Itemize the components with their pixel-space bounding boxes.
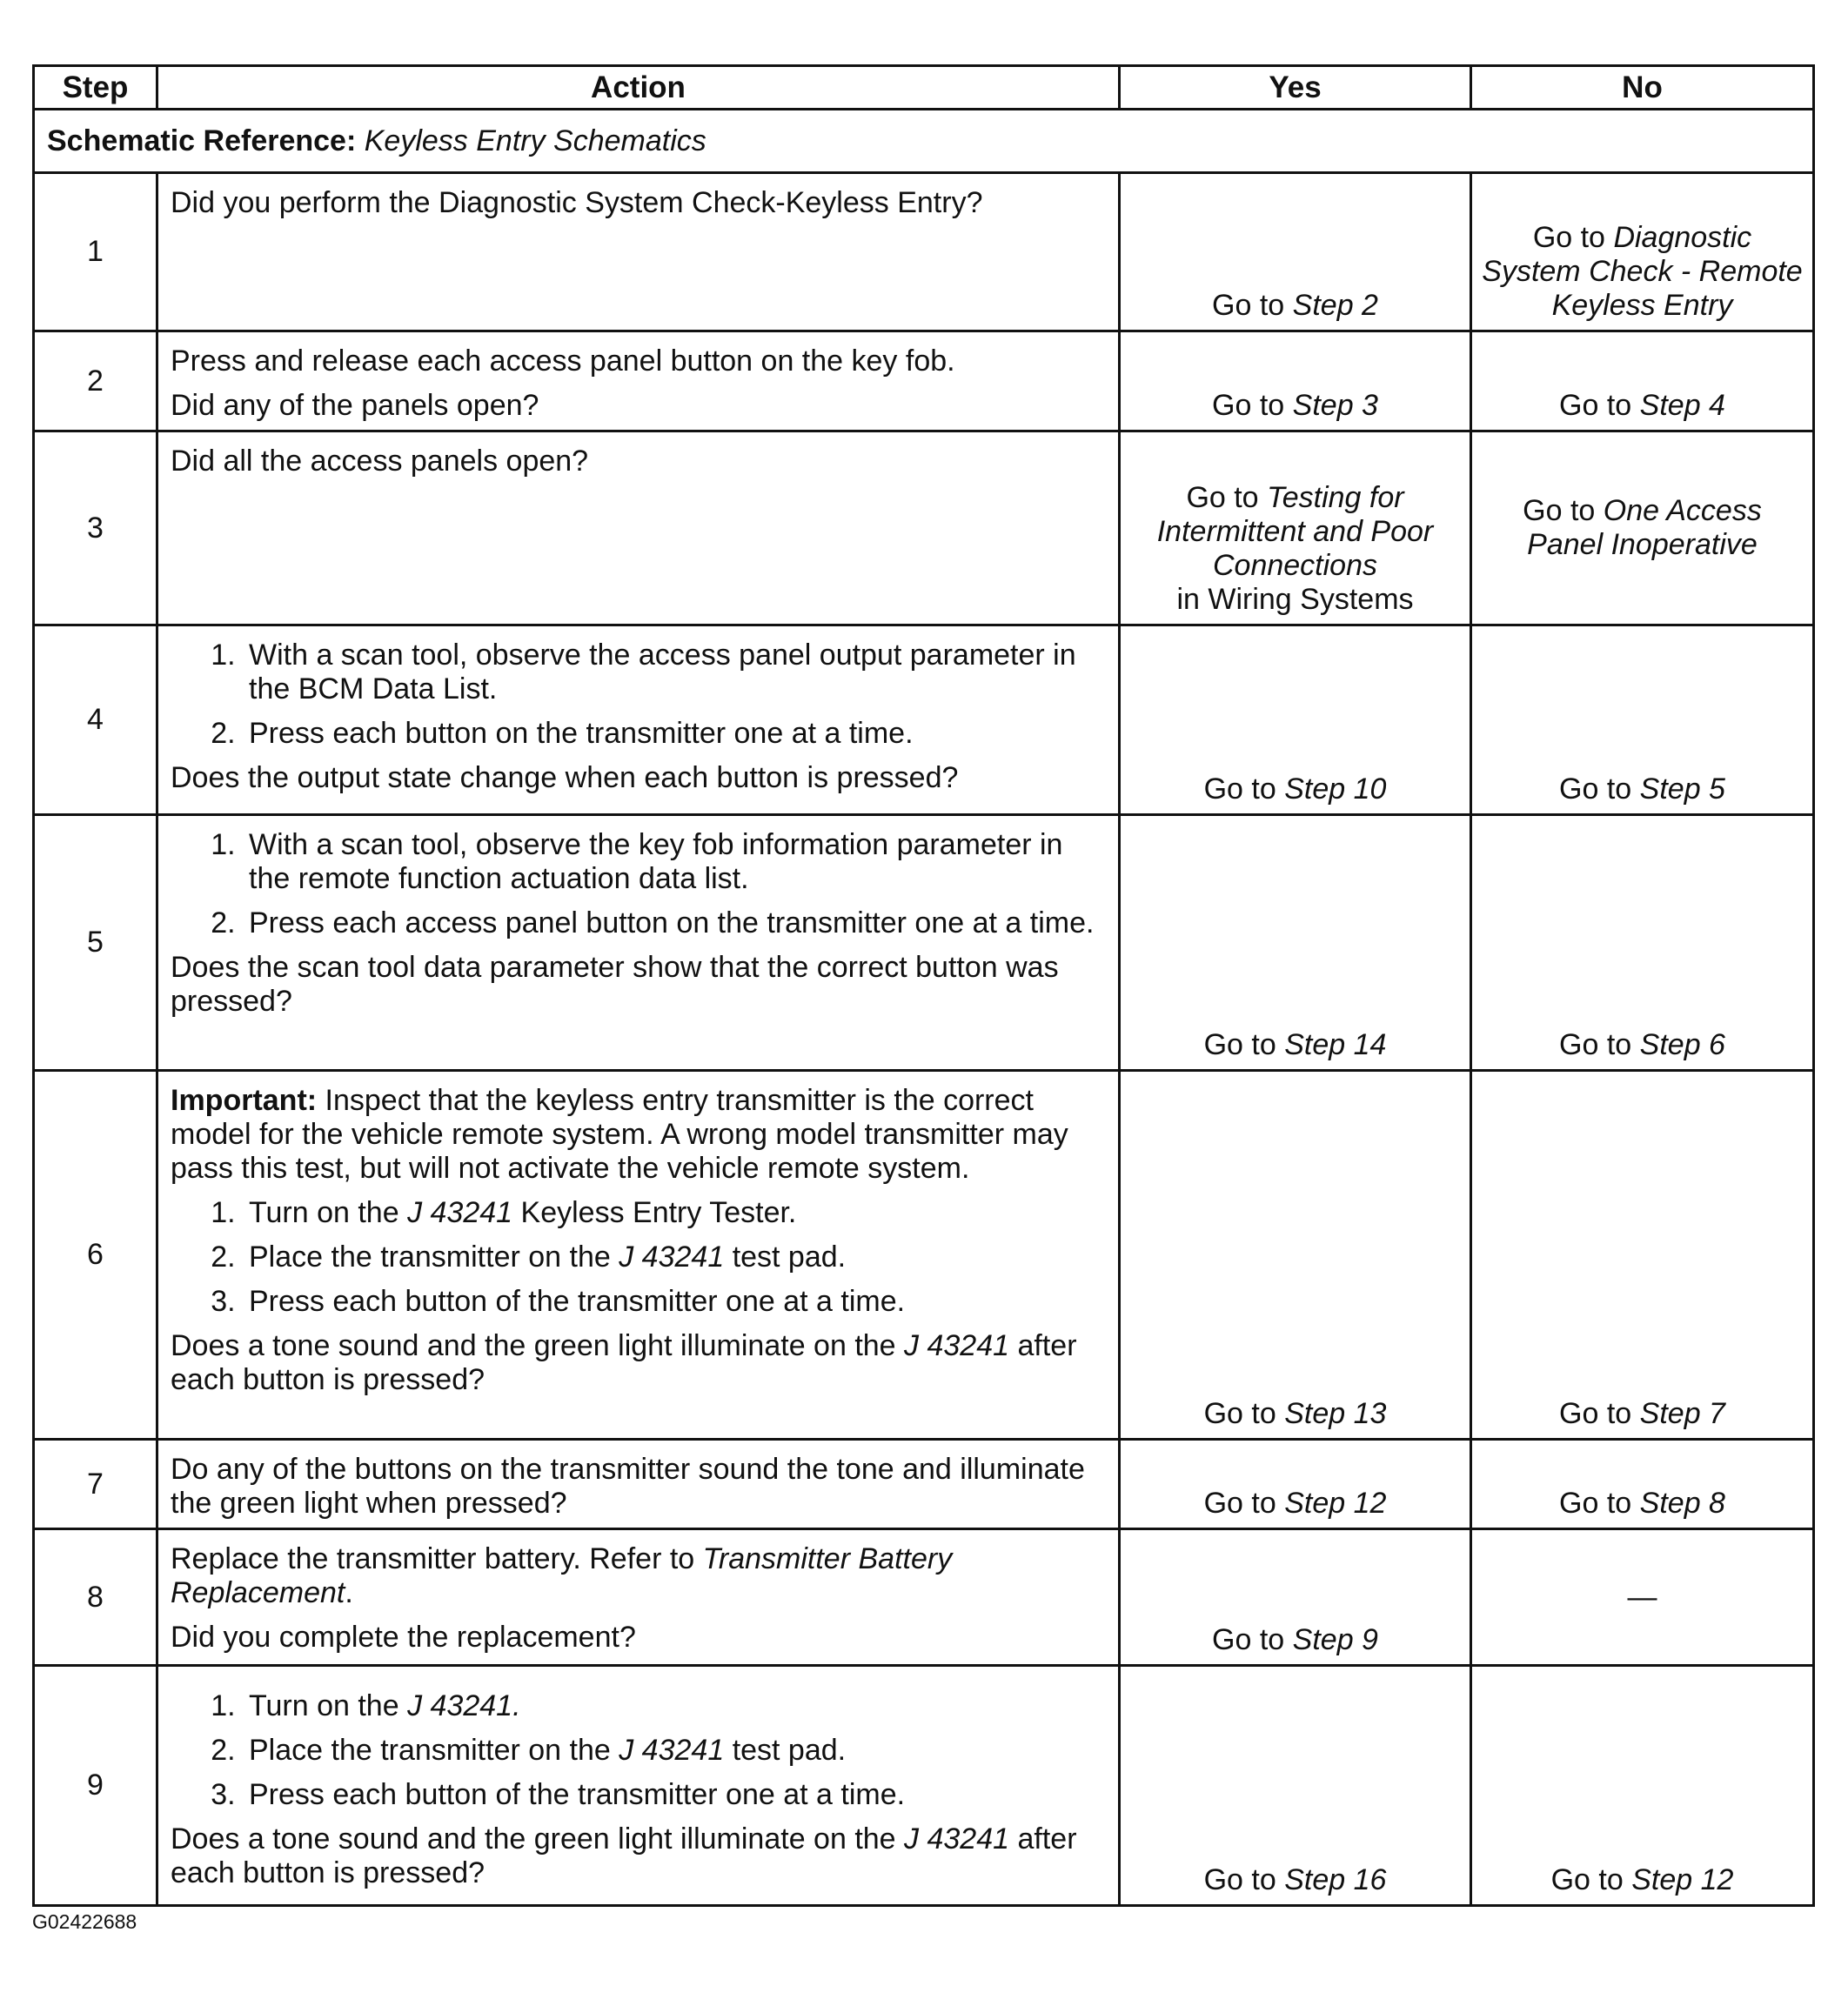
list-item xyxy=(244,1734,1106,1768)
procedure-list xyxy=(171,1689,1106,1812)
question-text: Does a tone sound and the green light illuminate on the xyxy=(171,1822,896,1856)
no-cell xyxy=(1471,1071,1814,1440)
no-link[interactable]: Step 8 xyxy=(1639,1487,1725,1520)
list-item-text: test pad. xyxy=(732,1240,847,1274)
procedure-list xyxy=(171,828,1106,940)
step-number: 8 xyxy=(34,1529,157,1666)
action-cell xyxy=(157,1529,1120,1666)
procedure-list xyxy=(171,639,1106,751)
procedure-list xyxy=(171,1196,1106,1319)
action-question xyxy=(171,1329,1106,1397)
no-cell xyxy=(1471,1666,1814,1906)
yes-link[interactable]: Step 14 xyxy=(1284,1028,1387,1061)
no-link[interactable]: Diagnostic System Check - Remote Keyless Entry xyxy=(1482,221,1803,322)
no-cell xyxy=(1471,331,1814,431)
action-instruction: Press and release each access panel button on the key fob. xyxy=(171,344,955,378)
action-question: Does the output state change when each button is pressed? xyxy=(171,761,959,794)
action-cell xyxy=(157,173,1120,331)
no-cell xyxy=(1471,1529,1814,1666)
yes-link[interactable]: Step 10 xyxy=(1284,772,1387,806)
tool-reference: J 43241 xyxy=(619,1734,725,1767)
instruction-text: . xyxy=(345,1576,353,1609)
yes-prefix: Go to xyxy=(1212,1623,1285,1656)
question-text: after each button is pressed? xyxy=(171,1822,1077,1889)
action-question: Did you complete the replacement? xyxy=(171,1621,636,1654)
yes-link[interactable]: Step 2 xyxy=(1292,289,1378,322)
table-row xyxy=(34,1529,1814,1666)
action-question: Did you perform the Diagnostic System Check-Keyless Entry? xyxy=(171,186,983,219)
list-item: 2. Press each button on the transmitter one at a time. xyxy=(244,717,1106,751)
list-item-text: Turn on the xyxy=(249,1196,399,1229)
list-item: 1. With a scan tool, observe the access panel output parameter in the BCM Data List. xyxy=(244,639,1106,706)
yes-cell xyxy=(1120,815,1471,1071)
table-row xyxy=(34,815,1814,1071)
action-cell xyxy=(157,331,1120,431)
tool-reference: J 43241 xyxy=(904,1329,1010,1362)
yes-link[interactable]: Step 16 xyxy=(1284,1863,1387,1896)
list-item xyxy=(244,1240,1106,1274)
step-number: 4 xyxy=(34,625,157,815)
table-row xyxy=(34,625,1814,815)
diagnostic-document xyxy=(32,64,1812,1907)
list-item: 1. With a scan tool, observe the key fob information parameter in the remote function actuation data list. xyxy=(244,828,1106,896)
step-number: 2 xyxy=(34,331,157,431)
header-no: No xyxy=(1471,66,1814,110)
schematic-reference-link[interactable]: Keyless Entry Schematics xyxy=(364,124,706,157)
no-prefix: Go to xyxy=(1559,772,1632,806)
list-item xyxy=(244,1778,1106,1812)
yes-cell xyxy=(1120,625,1471,815)
no-cell xyxy=(1471,815,1814,1071)
important-note xyxy=(171,1084,1106,1186)
procedure-link[interactable]: Transmitter Battery Replacement xyxy=(171,1542,953,1609)
step-number: 1 xyxy=(34,173,157,331)
list-item xyxy=(244,1689,1106,1723)
schematic-reference-row xyxy=(34,110,1814,173)
no-prefix: Go to xyxy=(1532,221,1605,254)
yes-prefix: Go to xyxy=(1203,1028,1276,1061)
no-link[interactable]: Step 4 xyxy=(1639,389,1725,422)
instruction-text: Replace the transmitter battery. Refer to xyxy=(171,1542,695,1575)
header-step: Step xyxy=(34,66,157,110)
action-question: Did all the access panels open? xyxy=(171,445,589,478)
action-question: Do any of the buttons on the transmitter sound the tone and illuminate the green light when pressed? xyxy=(171,1453,1085,1520)
action-cell xyxy=(157,1666,1120,1906)
diagnostic-table xyxy=(32,64,1815,1907)
header-yes: Yes xyxy=(1120,66,1471,110)
question-text: after each button is pressed? xyxy=(171,1329,1077,1396)
list-item-text: Keyless Entry Tester. xyxy=(520,1196,797,1229)
list-item-text: Place the transmitter on the xyxy=(249,1240,611,1274)
action-question: Did any of the panels open? xyxy=(171,389,539,422)
tool-reference: J 43241 xyxy=(904,1822,1010,1856)
table-row xyxy=(34,1440,1814,1529)
no-link[interactable]: One Access Panel Inoperative xyxy=(1527,494,1762,561)
yes-prefix: Go to xyxy=(1212,289,1285,322)
figure-id: G02422688 xyxy=(32,1910,137,1933)
step-number: 3 xyxy=(34,431,157,625)
list-item-text: Press each button of the transmitter one at a time. xyxy=(249,1285,906,1318)
action-question xyxy=(171,1822,1106,1890)
yes-cell xyxy=(1120,1440,1471,1529)
yes-prefix: Go to xyxy=(1203,772,1276,806)
no-cell xyxy=(1471,1440,1814,1529)
yes-cell xyxy=(1120,431,1471,625)
yes-link[interactable]: Step 9 xyxy=(1292,1623,1378,1656)
no-link[interactable]: Step 5 xyxy=(1639,772,1725,806)
no-prefix: Go to xyxy=(1559,389,1632,422)
list-item-text: test pad. xyxy=(732,1734,847,1767)
no-link[interactable]: Step 6 xyxy=(1639,1028,1725,1061)
yes-cell xyxy=(1120,1529,1471,1666)
action-cell xyxy=(157,815,1120,1071)
tool-reference: J 43241 xyxy=(407,1689,513,1722)
schematic-reference-label: Schematic Reference: xyxy=(47,124,357,157)
table-row xyxy=(34,331,1814,431)
list-item-text: Turn on the xyxy=(249,1689,399,1722)
action-cell xyxy=(157,431,1120,625)
no-cell xyxy=(1471,431,1814,625)
header-action: Action xyxy=(157,66,1120,110)
no-prefix: Go to xyxy=(1559,1487,1632,1520)
no-dash: — xyxy=(1627,1580,1657,1614)
yes-link[interactable]: Testing for Intermittent and Poor Connections xyxy=(1156,481,1434,582)
table-row xyxy=(34,1666,1814,1906)
yes-prefix: Go to xyxy=(1212,389,1285,422)
step-number: 6 xyxy=(34,1071,157,1440)
action-question: Does the scan tool data parameter show that the correct button was pressed? xyxy=(171,951,1059,1018)
table-row xyxy=(34,173,1814,331)
yes-suffix: in Wiring Systems xyxy=(1176,583,1414,616)
yes-cell xyxy=(1120,173,1471,331)
important-label: Important: xyxy=(171,1084,318,1117)
table-row xyxy=(34,431,1814,625)
step-number: 5 xyxy=(34,815,157,1071)
no-prefix: Go to xyxy=(1523,494,1596,527)
yes-prefix: Go to xyxy=(1186,481,1259,514)
no-cell xyxy=(1471,173,1814,331)
tool-reference: J 43241 xyxy=(407,1196,513,1229)
list-item: 2. Press each access panel button on the transmitter one at a time. xyxy=(244,906,1106,940)
yes-link[interactable]: Step 3 xyxy=(1292,389,1378,422)
list-item-text: . xyxy=(512,1689,521,1722)
yes-cell xyxy=(1120,331,1471,431)
yes-link[interactable]: Step 12 xyxy=(1284,1487,1387,1520)
action-cell xyxy=(157,1440,1120,1529)
header-row xyxy=(34,66,1814,110)
no-link[interactable]: Step 12 xyxy=(1631,1863,1734,1896)
question-text: Does a tone sound and the green light illuminate on the xyxy=(171,1329,896,1362)
yes-prefix: Go to xyxy=(1203,1863,1276,1896)
yes-prefix: Go to xyxy=(1203,1487,1276,1520)
tool-reference: J 43241 xyxy=(619,1240,725,1274)
list-item xyxy=(244,1285,1106,1319)
action-cell xyxy=(157,1071,1120,1440)
yes-cell xyxy=(1120,1666,1471,1906)
important-text: Inspect that the keyless entry transmitter is the correct model for the vehicle remote system. A wrong model transmitter may pass this test, but will not activate the vehicle remote system. xyxy=(171,1084,1068,1185)
action-instruction xyxy=(171,1542,1106,1610)
list-item-text: Press each button of the transmitter one at a time. xyxy=(249,1778,906,1811)
list-item xyxy=(244,1196,1106,1230)
step-number: 9 xyxy=(34,1666,157,1906)
no-prefix: Go to xyxy=(1559,1028,1632,1061)
step-number: 7 xyxy=(34,1440,157,1529)
yes-cell xyxy=(1120,1071,1471,1440)
action-cell xyxy=(157,625,1120,815)
yes-prefix: Go to xyxy=(1203,1397,1276,1430)
no-prefix: Go to xyxy=(1550,1863,1624,1896)
table-row xyxy=(34,1071,1814,1440)
yes-link[interactable]: Step 13 xyxy=(1284,1397,1387,1430)
no-prefix: Go to xyxy=(1559,1397,1632,1430)
no-link[interactable]: Step 7 xyxy=(1639,1397,1725,1430)
schematic-reference xyxy=(34,110,1814,173)
no-cell xyxy=(1471,625,1814,815)
list-item-text: Place the transmitter on the xyxy=(249,1734,611,1767)
